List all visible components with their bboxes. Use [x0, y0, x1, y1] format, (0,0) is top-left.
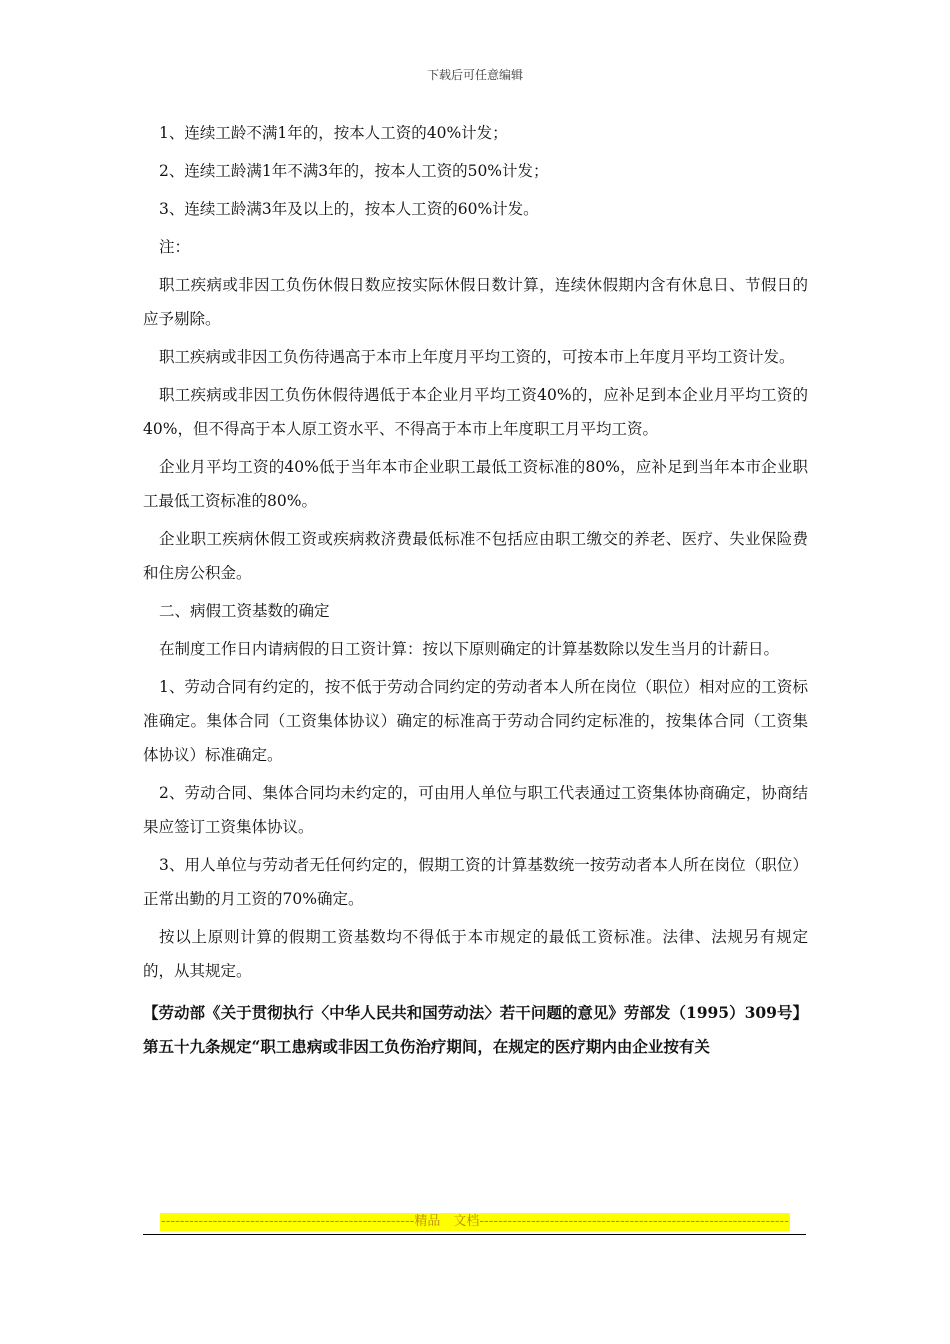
paragraph: 企业职工疾病休假工资或疾病救济费最低标准不包括应由职工缴交的养老、医疗、失业保险费和住房公积金。 — [143, 530, 808, 582]
footer-divider — [143, 1234, 806, 1235]
paragraph: 2、劳动合同、集体合同均未约定的，可由用人单位与职工代表通过工资集体协商确定，协商结果应签订工资集体协议。 — [143, 784, 808, 836]
paragraph: 1、劳动合同有约定的，按不低于劳动合同约定的劳动者本人所在岗位（职位）相对应的工资标准确定。集体合同（工资集体协议）确定的标准高于劳动合同约定标准的，按集体合同（工资集体协议）标准确定。 — [143, 678, 808, 764]
paragraph: 2、连续工龄满1年不满3年的，按本人工资的50%计发； — [159, 162, 549, 180]
paragraph: 按以上原则计算的假期工资基数均不得低于本市规定的最低工资标准。法律、法规另有规定的，从其规定。 — [143, 928, 808, 980]
paragraph: 职工疾病或非因工负伤休假日数应按实际休假日数计算，连续休假期内含有休息日、节假日的应予剔除。 — [143, 276, 808, 328]
section-heading: 二、病假工资基数的确定 — [159, 602, 330, 620]
document-body — [143, 116, 808, 1068]
paragraph: 企业月平均工资的40%低于当年本市企业职工最低工资标准的80%，应补足到当年本市企业职工最低工资标准的80%。 — [143, 458, 808, 510]
paragraph: 注： — [159, 238, 191, 256]
paragraph: 3、用人单位与劳动者无任何约定的，假期工资的计算基数统一按劳动者本人所在岗位（职位）正常出勤的月工资的70%确定。 — [143, 856, 808, 908]
paragraph: 职工疾病或非因工负伤待遇高于本市上年度月平均工资的，可按本市上年度月平均工资计发。 — [159, 348, 795, 366]
paragraph: 在制度工作日内请病假的日工资计算：按以下原则确定的计算基数除以发生当月的计薪日。 — [159, 640, 780, 658]
footer-banner: ------------------------------------------------------精品 文档------------------------------------------------------------------ — [161, 1214, 789, 1229]
citation-paragraph: 【劳动部《关于贯彻执行〈中华人民共和国劳动法〉若干问题的意见》劳部发（1995）309号】第五十九条规定“职工患病或非因工负伤治疗期间，在规定的医疗期内由企业按有关 — [143, 1003, 808, 1056]
paragraph: 3、连续工龄满3年及以上的，按本人工资的60%计发。 — [159, 200, 539, 218]
page-header: 下载后可任意编辑 — [426, 68, 523, 82]
paragraph: 职工疾病或非因工负伤休假待遇低于本企业月平均工资40%的，应补足到本企业月平均工资的40%，但不得高于本人原工资水平、不得高于本市上年度职工月平均工资。 — [143, 386, 808, 438]
paragraph: 1、连续工龄不满1年的，按本人工资的40%计发； — [159, 124, 508, 142]
